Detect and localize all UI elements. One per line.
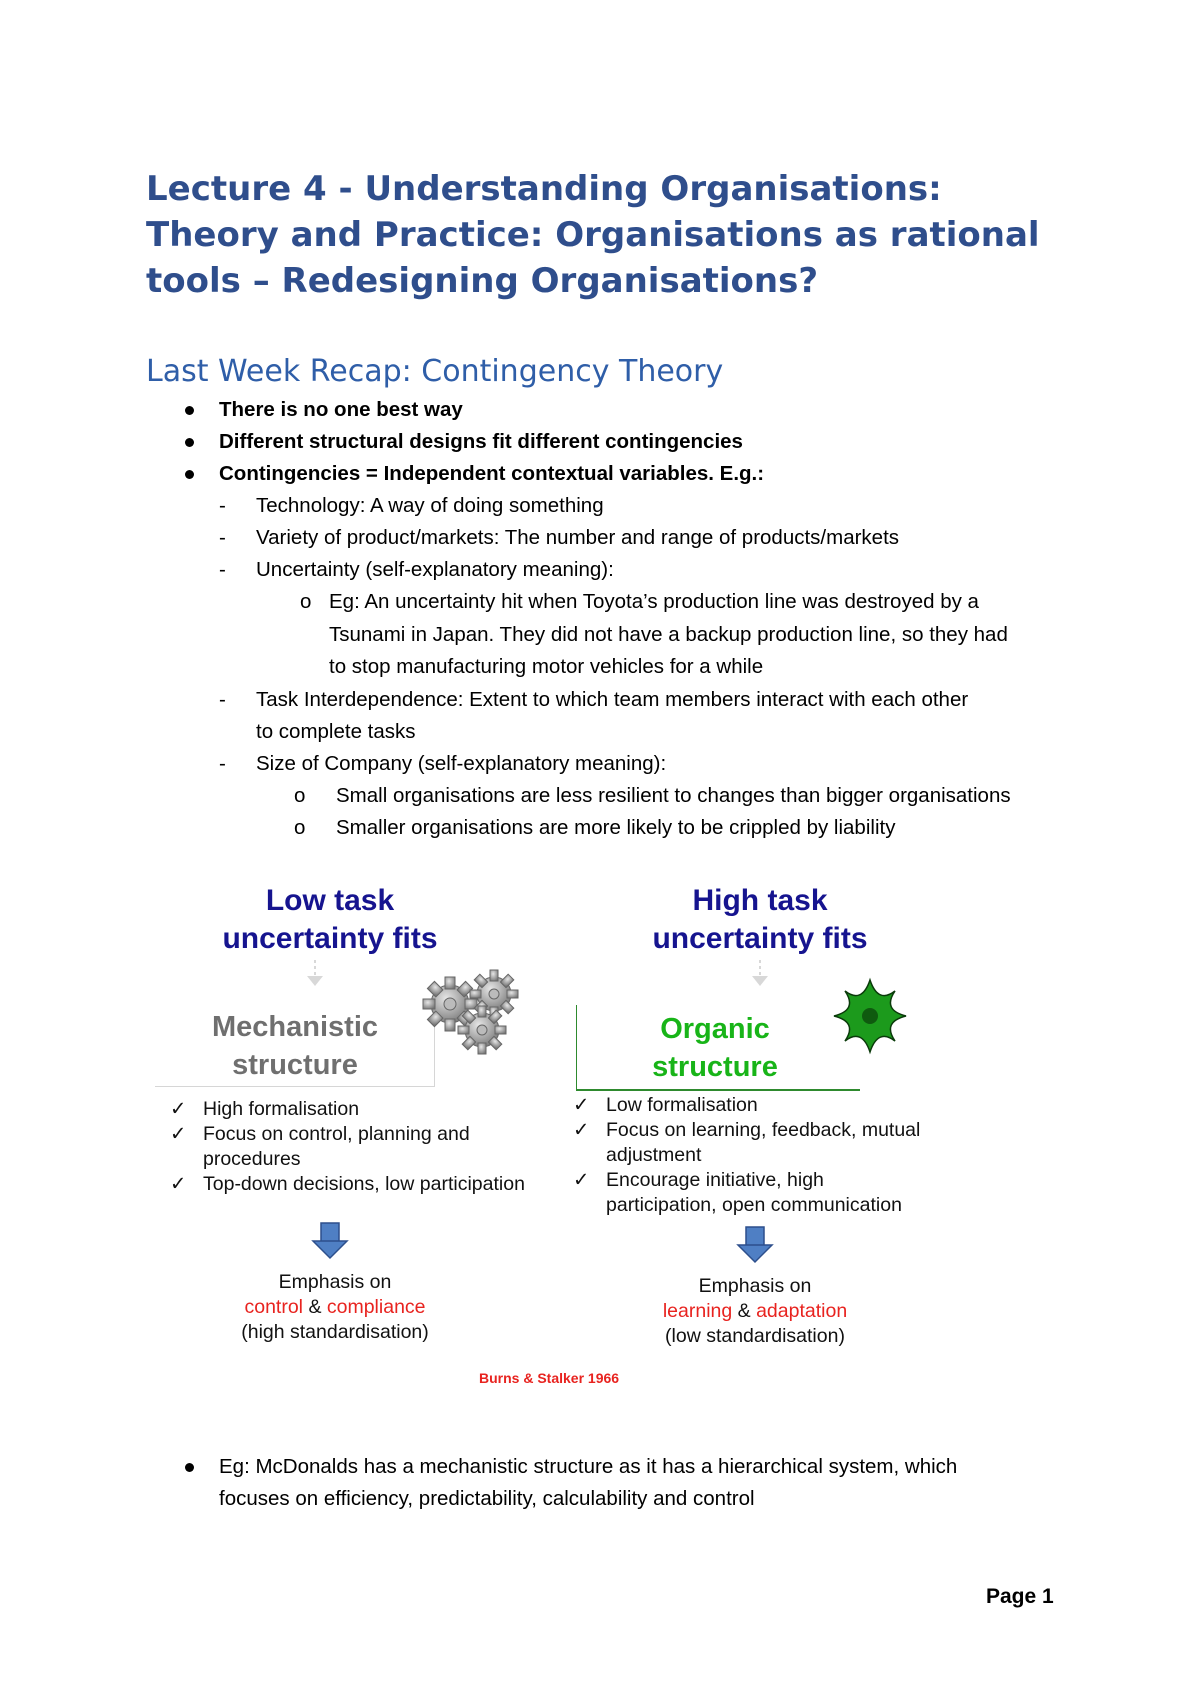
organic-structure-label: Organic structure	[652, 1013, 778, 1083]
dash-marker: -	[219, 494, 226, 517]
list-item: Eg: McDonalds has a mechanistic structure as it has a hierarchical system, which	[219, 1455, 958, 1478]
list-item-cont: focuses on efficiency, predictability, calculability and control	[219, 1487, 755, 1510]
divider	[576, 1089, 860, 1091]
section-heading: Last Week Recap: Contingency Theory	[146, 354, 724, 389]
organic-leaf-icon	[830, 976, 910, 1056]
gears-icon	[420, 968, 525, 1056]
check-item: ✓ Encourage initiative, high participation, open communication	[573, 1169, 902, 1216]
check-item: ✓ Focus on learning, feedback, mutual adjustment	[573, 1119, 921, 1166]
mechanistic-emphasis: Emphasis on control & compliance (high standardisation)	[241, 1271, 429, 1343]
check-icon: ✓	[573, 1094, 590, 1116]
check-item: ✓ High formalisation	[170, 1098, 360, 1120]
dash-marker: -	[219, 688, 226, 711]
check-icon: ✓	[170, 1098, 187, 1120]
mechanistic-checklist	[170, 1097, 550, 1197]
list-item-cont: Tsunami in Japan. They did not have a backup production line, so they had	[329, 623, 1008, 646]
list-item-cont: to complete tasks	[256, 720, 416, 743]
bullet-dot-icon	[185, 406, 194, 415]
list-item: Eg: An uncertainty hit when Toyota’s production line was destroyed by a	[329, 590, 979, 613]
check-icon: ✓	[573, 1119, 590, 1141]
circle-marker: o	[294, 816, 306, 839]
bullet-dot-icon	[185, 470, 194, 479]
dash-marker: -	[219, 752, 226, 775]
list-item: Small organisations are less resilient to changes than bigger organisations	[336, 784, 1011, 807]
organic-emphasis: Emphasis on learning & adaptation (low standardisation)	[662, 1275, 848, 1347]
mechanistic-structure-label: Mechanistic structure	[212, 1011, 378, 1081]
list-item-cont: to stop manufacturing motor vehicles for a while	[329, 655, 764, 678]
down-arrow-icon	[736, 1226, 774, 1264]
check-icon: ✓	[170, 1173, 187, 1195]
list-item: Task Interdependence: Extent to which team members interact with each other	[256, 688, 969, 711]
down-arrow-icon	[311, 1222, 349, 1260]
page-number: Page 1	[986, 1585, 1054, 1608]
bullet-dot-icon	[185, 1463, 194, 1472]
circle-marker: o	[300, 590, 312, 613]
page-title: Lecture 4 - Understanding Organisations: Theory and Practice: Organisations as rational tools – Redesigning Organisations?	[146, 169, 1040, 301]
bullet-dot-icon	[185, 438, 194, 447]
dash-marker: -	[219, 526, 226, 549]
check-icon: ✓	[573, 1169, 590, 1191]
list-item: Different structural designs fit different contingencies	[219, 430, 743, 453]
high-task-heading: High task uncertainty fits	[652, 884, 868, 955]
dash-marker: -	[219, 558, 226, 581]
check-icon: ✓	[170, 1123, 187, 1145]
dotted-arrow-icon	[300, 960, 330, 990]
list-item: Size of Company (self-explanatory meaning):	[256, 752, 667, 775]
dotted-arrow-icon	[745, 960, 775, 990]
list-item: There is no one best way	[219, 398, 463, 421]
low-task-heading: Low task uncertainty fits	[222, 884, 438, 955]
list-item: Technology: A way of doing something	[256, 494, 604, 517]
list-item: Smaller organisations are more likely to be crippled by liability	[336, 816, 896, 839]
check-item: ✓ Focus on control, planning and procedures	[170, 1123, 470, 1170]
check-item: ✓ Top-down decisions, low participation	[170, 1173, 525, 1195]
list-item: Contingencies = Independent contextual variables. E.g.:	[219, 462, 765, 485]
check-item: ✓ Low formalisation	[573, 1094, 758, 1116]
list-item: Uncertainty (self-explanatory meaning):	[256, 558, 614, 581]
divider	[155, 1086, 435, 1087]
divider	[576, 1005, 577, 1090]
citation: Burns & Stalker 1966	[479, 1370, 620, 1386]
list-item: Variety of product/markets: The number and range of products/markets	[256, 526, 900, 549]
circle-marker: o	[294, 784, 306, 807]
organic-checklist	[573, 1093, 973, 1218]
